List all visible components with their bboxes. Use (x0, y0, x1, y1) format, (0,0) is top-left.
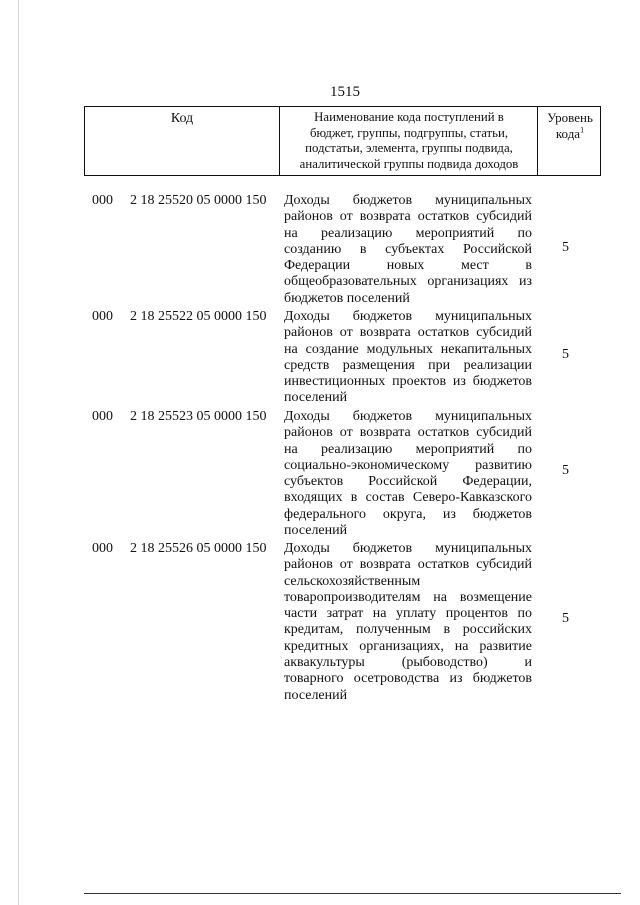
revenue-name-line: части затрат на уплату процентов по (284, 606, 532, 622)
revenue-name-line: аквакультуры (рыбоводство) и (284, 655, 532, 671)
revenue-name-line: сельскохозяйственным (284, 573, 421, 589)
header-divider (537, 107, 538, 175)
revenue-code: 2 18 25520 05 0000 150 (130, 193, 267, 208)
revenue-name-line: Доходы бюджетов муниципальных (284, 193, 532, 208)
revenue-name-line: федерального округа, из бюджетов (284, 506, 532, 522)
table-header (84, 106, 601, 176)
header-level (539, 110, 601, 142)
code-level: 5 (562, 347, 569, 362)
revenue-name-line: кредитам, полученным в российских (284, 622, 532, 638)
revenue-code: 2 18 25526 05 0000 150 (130, 541, 267, 556)
revenue-name-line: районов от возврата остатков субсидий (284, 425, 532, 441)
revenue-name (284, 193, 532, 307)
code-level: 5 (562, 240, 569, 255)
page-edge (18, 0, 19, 905)
revenue-name-line: социально-экономическому развитию (284, 457, 532, 473)
revenue-name-line: входящих в состав Северо-Кавказского (284, 490, 532, 506)
footer-rule (84, 893, 621, 894)
revenue-name-line: на реализацию мероприятий по (284, 441, 532, 457)
admin-code: 000 (92, 193, 113, 208)
footnote-mark: 1 (580, 125, 585, 135)
admin-code: 000 (92, 541, 113, 556)
header-name (281, 110, 537, 172)
revenue-name-line: на реализацию мероприятий по (284, 225, 532, 241)
admin-code: 000 (92, 309, 113, 324)
header-divider (279, 107, 280, 175)
header-level-word: кода (555, 126, 581, 141)
revenue-name (284, 409, 532, 539)
header-name-line: подстатьи, элемента, группы подвида, (305, 141, 513, 156)
header-name-line: Наименование кода поступлений в (314, 110, 504, 124)
revenue-name-line: инвестиционных проектов из бюджетов (284, 374, 532, 390)
revenue-name-line: районов от возврата остатков субсидий (284, 557, 532, 573)
revenue-name-line: созданию в субъектах Российской (284, 241, 532, 257)
revenue-name-line: районов от возврата остатков субсидий (284, 325, 532, 341)
revenue-name-line: поселений (284, 523, 348, 539)
revenue-name-line: поселений (284, 390, 348, 406)
code-level: 5 (562, 463, 569, 478)
revenue-name-line: поселений (284, 687, 348, 703)
revenue-name-line: Доходы бюджетов муниципальных (284, 409, 532, 424)
code-level: 5 (562, 611, 569, 626)
revenue-name-line: общеобразовательных организациях из (284, 274, 532, 290)
header-level-line: Уровень (547, 110, 593, 125)
revenue-name-line: на создание модульных некапитальных (284, 341, 532, 357)
revenue-name-line: Федерации новых мест в (284, 258, 532, 274)
header-name-line: аналитической группы подвида доходов (299, 156, 519, 171)
header-name-line: бюджет, группы, подгруппы, статьи, (309, 125, 509, 140)
revenue-name-line: товарного осетроводства из бюджетов (284, 671, 532, 687)
header-code: Код (170, 111, 194, 126)
revenue-name-line: Доходы бюджетов муниципальных (284, 309, 532, 324)
admin-code: 000 (92, 409, 113, 424)
revenue-name-line: Доходы бюджетов муниципальных (284, 541, 532, 556)
revenue-name-line: бюджетов поселений (284, 290, 410, 306)
revenue-name-line: районов от возврата остатков субсидий (284, 209, 532, 225)
revenue-code: 2 18 25523 05 0000 150 (130, 409, 267, 424)
revenue-name (284, 541, 532, 704)
page-number: 1515 (330, 84, 360, 100)
revenue-code: 2 18 25522 05 0000 150 (130, 309, 267, 324)
revenue-name-line: товаропроизводителям на возмещение (284, 589, 532, 605)
header-level-line (539, 126, 601, 142)
revenue-name-line: субъектов Российской Федерации, (284, 474, 532, 490)
revenue-name-line: кредитных организациях, на развитие (284, 638, 532, 654)
revenue-name (284, 309, 532, 407)
revenue-name-line: средств размещения при реализации (284, 357, 532, 373)
